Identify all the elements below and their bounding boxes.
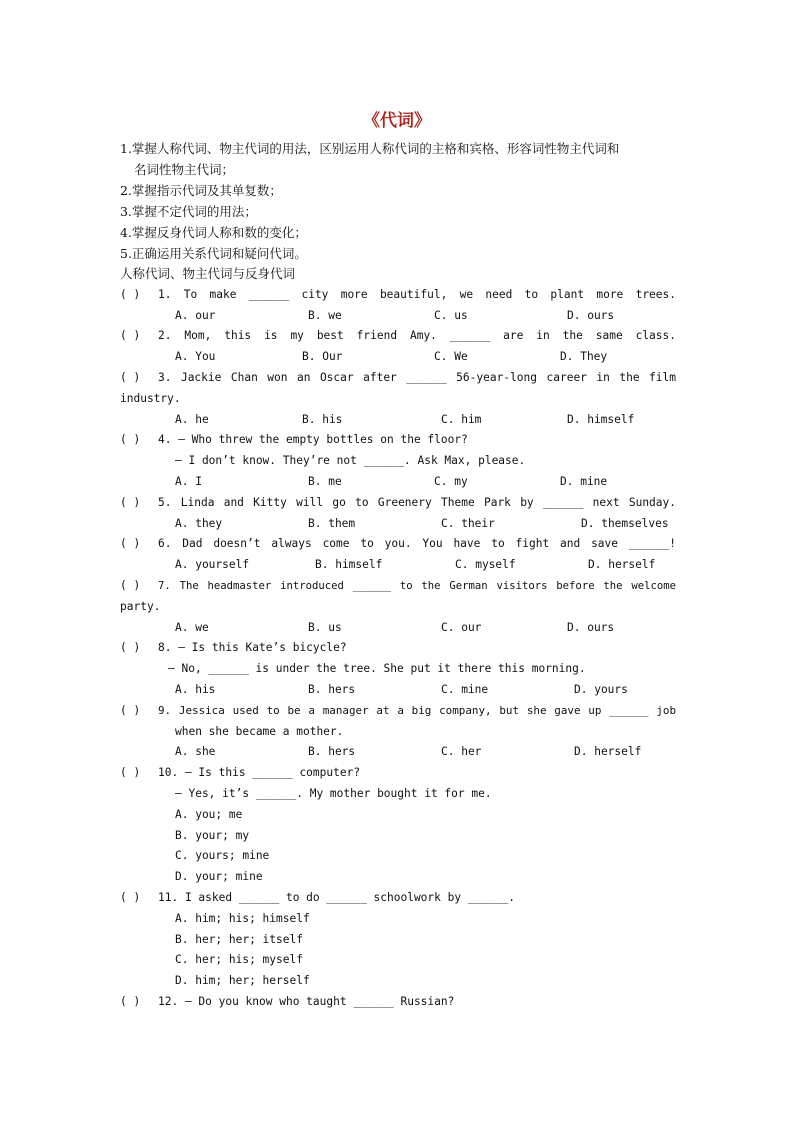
question-9: 9. Jessica used to be a manager at a big company, but she gave up ______ job [158,704,676,717]
question-8-reply: — No, ______ is under the tree. She put it there this morning. [168,662,586,675]
question-11: 11. I asked ______ to do ______ schoolwork by ______. [158,891,515,904]
option-d[interactable]: D. yours [574,683,628,696]
question-1: 1. To make ______ city more beautiful, we need to plant more trees. [158,288,676,301]
option-b[interactable]: B. his [302,413,343,426]
answer-blank[interactable]: ( ) [120,704,141,717]
option-a[interactable]: A. him; his; himself [175,912,310,925]
option-b[interactable]: B. hers [308,745,356,758]
question-9-continued: when she became a mother. [175,725,344,738]
answer-blank[interactable]: ( ) [120,329,141,342]
question-2: 2. Mom, this is my best friend Amy. ______ are in the same class. [158,329,676,342]
objective-item: 1.掌握人称代词、物主代词的用法，区别运用人称代词的主格和宾格、形容词性物主代词和 [120,141,620,156]
option-d[interactable]: D. mine [560,475,608,488]
question-10-reply: — Yes, it’s ______. My mother bought it for me. [175,787,492,800]
answer-blank[interactable]: ( ) [120,288,141,301]
option-a[interactable]: A. he [175,413,209,426]
option-a[interactable]: A. yourself [175,558,250,571]
objective-item: 2.掌握指示代词及其单复数； [120,183,282,198]
answer-blank[interactable]: ( ) [120,995,141,1008]
option-c[interactable]: C. us [434,309,468,322]
option-a[interactable]: A. you; me [175,808,243,821]
option-d[interactable]: D. your; mine [175,870,263,883]
option-a[interactable]: A. I [175,475,202,488]
option-b[interactable]: B. we [308,309,342,322]
option-c[interactable]: C. her [441,745,482,758]
answer-blank[interactable]: ( ) [120,641,141,654]
option-b[interactable]: B. hers [308,683,356,696]
section-heading: 人称代词、物主代词与反身代词 [120,266,296,281]
option-d[interactable]: D. They [560,350,608,363]
option-b[interactable]: B. us [308,621,342,634]
answer-blank[interactable]: ( ) [120,579,141,592]
answer-blank[interactable]: ( ) [120,433,141,446]
option-d[interactable]: D. ours [567,309,615,322]
option-b[interactable]: B. me [308,475,342,488]
option-a[interactable]: A. You [175,350,216,363]
option-d[interactable]: D. herself [588,558,656,571]
option-a[interactable]: A. his [175,683,216,696]
question-12: 12. — Do you know who taught ______ Russian? [158,995,455,1008]
option-c[interactable]: C. him [441,413,482,426]
answer-blank[interactable]: ( ) [120,537,141,550]
option-d[interactable]: D. himself [567,413,635,426]
question-7: 7. The headmaster introduced ______ to the German visitors before the welcome [158,580,676,592]
option-d[interactable]: D. herself [574,745,642,758]
answer-blank[interactable]: ( ) [120,496,141,509]
question-3: 3. Jackie Chan won an Oscar after ______ 56-year-long career in the film [158,371,676,384]
option-b[interactable]: B. himself [315,558,383,571]
option-d[interactable]: D. themselves [581,517,669,530]
option-a[interactable]: A. we [175,621,209,634]
option-a[interactable]: A. they [175,517,223,530]
answer-blank[interactable]: ( ) [120,891,141,904]
option-c[interactable]: C. our [441,621,482,634]
option-b[interactable]: B. Our [302,350,343,363]
option-d[interactable]: D. ours [567,621,615,634]
option-c[interactable]: C. We [434,350,468,363]
question-10: 10. — Is this ______ computer? [158,766,361,779]
question-8: 8. — Is this Kate’s bicycle? [158,641,347,654]
option-c[interactable]: C. yours; mine [175,849,270,862]
option-b[interactable]: B. her; her; itself [175,933,303,946]
option-b[interactable]: B. your; my [175,829,250,842]
question-3-continued: industry. [120,392,181,405]
option-c[interactable]: C. my [434,475,468,488]
objective-item: 3.掌握不定代词的用法； [120,204,257,219]
question-6: 6. Dad doesn’t always come to you. You have to fight and save ______! [158,537,676,550]
option-c[interactable]: C. myself [455,558,516,571]
option-c[interactable]: C. her; his; myself [175,953,303,966]
answer-blank[interactable]: ( ) [120,766,141,779]
option-c[interactable]: C. their [441,517,495,530]
option-c[interactable]: C. mine [441,683,489,696]
objective-item: 4.掌握反身代词人称和数的变化； [120,225,307,240]
answer-blank[interactable]: ( ) [120,371,141,384]
objectives-list [120,138,680,264]
option-b[interactable]: B. them [308,517,356,530]
option-a[interactable]: A. she [175,745,216,758]
option-d[interactable]: D. him; her; herself [175,974,310,987]
question-7-continued: party. [120,600,161,613]
question-5: 5. Linda and Kitty will go to Greenery Theme Park by ______ next Sunday. [158,496,676,509]
question-4: 4. — Who threw the empty bottles on the floor? [158,433,468,446]
document-title: 《代词》 [363,111,431,131]
question-4-reply: — I don’t know. They’re not ______. Ask Max, please. [175,454,526,467]
option-a[interactable]: A. our [175,309,216,322]
objective-item: 名词性物主代词； [134,162,235,177]
objective-item: 5.正确运用关系代词和疑问代词。 [120,246,307,261]
